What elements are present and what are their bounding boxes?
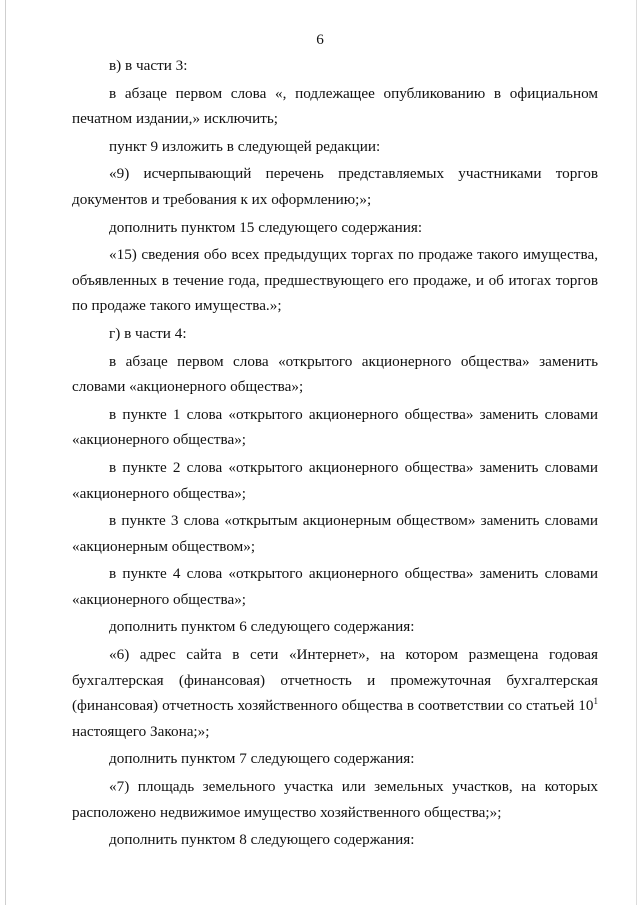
paragraph-item-6-intro: дополнить пунктом 6 следующего содержания:	[109, 618, 415, 636]
paragraph-part-3-heading: в) в части 3:	[109, 57, 188, 74]
paragraph-item-6-text	[72, 642, 598, 744]
paragraph-item-3-replace: в пункте 3 слова «открытым акционерным обществом» заменить словами «акционерным обществом»;	[72, 512, 598, 555]
document-body	[72, 53, 598, 855]
paragraph-item-8-intro: дополнить пунктом 8 следующего содержания:	[109, 831, 415, 849]
paragraph-item-4-replace: в пункте 4 слова «открытого акционерного общества» заменить словами «акционерного общества»;	[72, 565, 598, 608]
paragraph-item-6-tail: настоящего Закона;»;	[72, 722, 210, 740]
paragraph-item-2-replace: в пункте 2 слова «открытого акционерного общества» заменить словами «акционерного общества»;	[72, 458, 598, 502]
paragraph-item-7-text: «7) площадь земельного участка или земельных участков, на которых расположено недвижимое имущество хозяйственного общества;»;	[72, 778, 598, 821]
page-number: 6	[316, 31, 324, 48]
scan-edge-right	[636, 0, 637, 905]
paragraph-part-4-heading: г) в части 4:	[109, 324, 187, 342]
paragraph-item-15-text: «15) сведения обо всех предыдущих торгах по продаже такого имущества, объявленных в течение года, предшествующего его продаже, и об итогах торгов по продаже такого имущества.»;	[72, 246, 598, 315]
paragraph-item-9-intro: пункт 9 изложить в следующей редакции:	[109, 137, 381, 155]
paragraph-item-7-intro: дополнить пунктом 7 следующего содержания:	[109, 750, 415, 768]
paragraph-item-6-main: «6) адрес сайта в сети «Интернет», на котором размещена годовая бухгалтерская (финансовая) отчетность и промежуточная бухгалтерская (финансовая) отчетность хозяйственного общества в соответствии со статьей 10	[72, 646, 598, 715]
paragraph-item-1-replace: в пункте 1 слова «открытого акционерного общества» заменить словами «акционерного общества»;	[72, 405, 598, 449]
scan-edge-left	[5, 0, 6, 905]
paragraph-first-abzac-replace: в абзаце первом слова «открытого акционерного общества» заменить словами «акционерного общества»;	[72, 352, 598, 396]
paragraph-item-15-intro: дополнить пунктом 15 следующего содержания:	[109, 218, 423, 236]
article-superscript: 1	[593, 696, 598, 707]
paragraph-item-9-text: «9) исчерпывающий перечень представляемых участниками торгов документов и требования к их оформлению;»;	[72, 165, 598, 208]
paragraph-first-abzac-exclude: в абзаце первом слова «, подлежащее опубликованию в официальном печатном издании,» исключить;	[72, 84, 598, 128]
